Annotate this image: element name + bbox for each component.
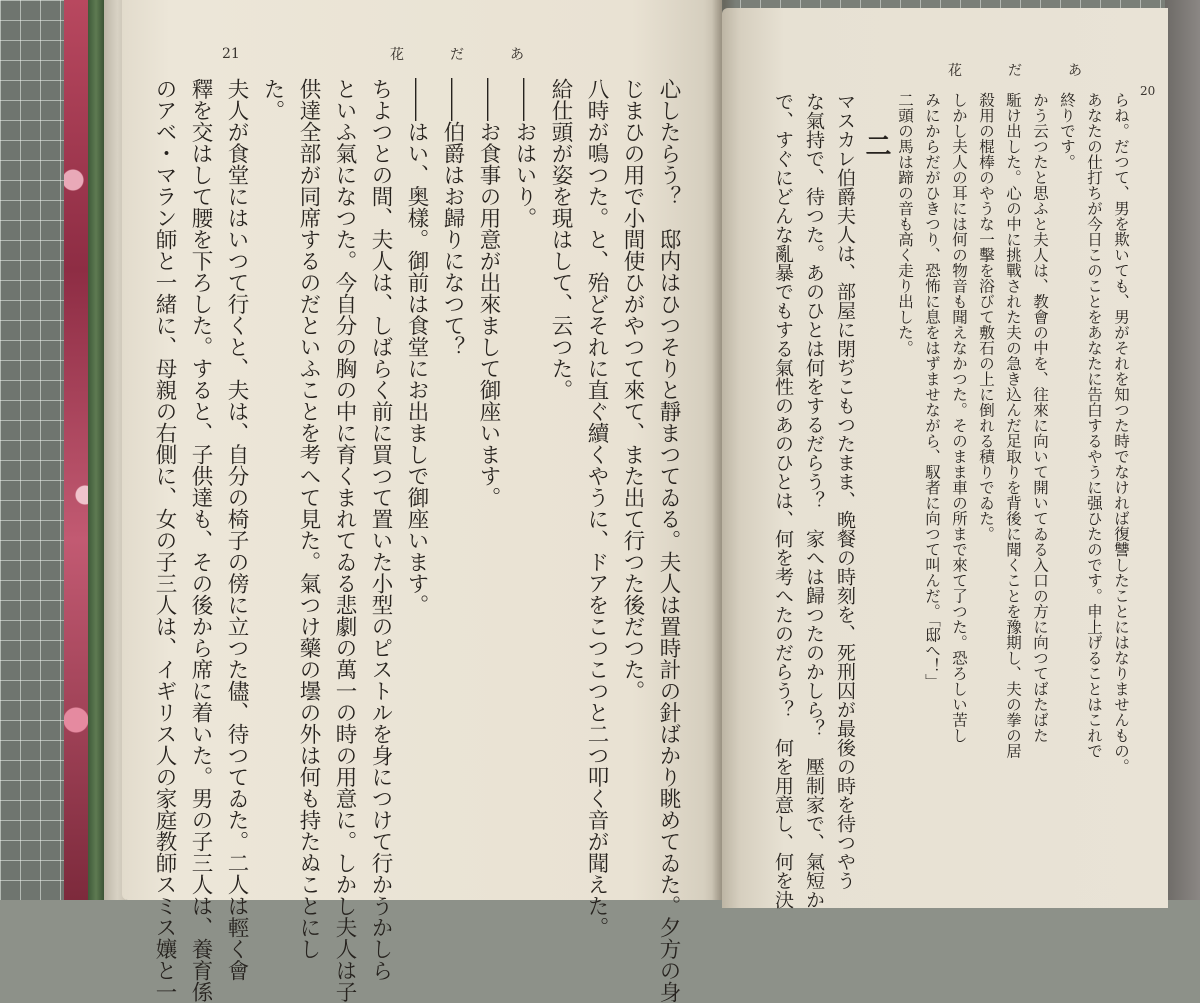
text-column: 八時が鳴つた。と、殆どそれに直ぐ續くやうに、ドアをこつこつと二つ叩く音が聞えた。 [584, 78, 609, 938]
text-column: 夫人が食堂にはいつて行くと、夫は、自分の椅子の傍に立つた儘、待つてゐた。二人は輕く會 [224, 78, 249, 981]
cutting-mat [0, 0, 70, 900]
page-number-right: 20 [1140, 84, 1156, 98]
text-column: 供達全部が同席するのだといふことを考へて見た。氣つけ藥の壜の外は何も持たぬことにし [296, 78, 321, 960]
right-page [722, 8, 1168, 908]
right-page-body [767, 92, 1134, 909]
text-column: らね。だつて、男を欺いても、男がそれを知つた時でなければ復讐したことにはなりませんもの。 [1112, 92, 1130, 774]
text-column: な氣持で、待つた。あのひとは何をするだらう？ 家へは歸つたのかしら？ 壓制家で、氣短か [803, 92, 825, 909]
text-column: 殺用の棍棒のやうな一擊を浴びて敷石の上に倒れる積りでゐた。 [977, 92, 995, 542]
text-column: 心したらう？ 邸内はひつそりと靜まつてゐる。夫人は置時計の針ばかり眺めてゐた。夕方の身 [656, 78, 681, 1003]
left-page-body [146, 78, 686, 1003]
running-title-right: 花だあ [948, 63, 1128, 79]
text-column: ちよつとの間、夫人は、しばらく前に買つて置いた小型のピストルを身につけて行かうかしら [368, 78, 393, 981]
text-column: 二頭の馬は蹄の音も高く走り出した。 [896, 92, 914, 356]
text-column: 給仕頭が姿を現はして、云つた。 [548, 78, 573, 401]
text-column: しかし夫人の耳には何の物音も聞えなかつた。そのまま車の所まで來て了つた。恐ろしい苦し [950, 92, 968, 743]
text-column: 終りです。 [1058, 92, 1076, 170]
left-page [122, 0, 722, 1003]
text-column: ――お食事の用意が出來まして御座います。 [476, 78, 501, 508]
text-column: 駈け出した。心の中に挑戰された夫の急き込んだ足取りを背後に聞くことを豫期し、夫の拳の居 [1004, 92, 1022, 759]
text-column: じまひの用で小間使ひがやつて來て、また出て行つた後だつた。 [620, 78, 645, 702]
running-title-left: 花だあ [390, 47, 570, 63]
text-column: かう云つたと思ふと夫人は、教會の中を、往來に向いて開いてゐる入口の方に向つてばたばた [1031, 92, 1049, 743]
page-number-left: 21 [222, 46, 240, 62]
text-column: ――おはいり。 [512, 78, 537, 229]
text-column: のアベ・マラン師と一緒に、母親の右側に、女の子三人は、イギリス人の家庭教師スミス孃と一 [152, 78, 177, 1003]
text-column: た。 [260, 78, 285, 121]
text-column: マスカレ伯爵夫人は、部屋に閉ぢこもつたまま、晩餐の時刻を、死刑囚が最後の時を待つやう [834, 92, 856, 890]
text-column: 釋を交はして腰を下ろした。すると、子供達も、その後から席に着いた。男の子三人は、養育係 [188, 78, 213, 1003]
book-spine [88, 0, 104, 900]
text-column: あなたの仕打ちが今日このことをあなたに告白するやうに强ひたのです。申上げることはこれで [1085, 92, 1103, 759]
text-column: みにからだがひきつり、恐怖に息をはずませながら、馭者に向つて叫んだ。「邸へ！」 [923, 92, 941, 689]
text-column: といふ氣になつた。今自分の胸の中に育くまれてゐる悲劇の萬一の時の用意に。しかし夫人は子 [332, 78, 357, 1003]
text-column: ――伯爵はお歸りになつて？ [440, 78, 465, 358]
book-back-cover [1165, 0, 1200, 900]
section-heading: 二 [861, 132, 891, 158]
text-column: で、すぐにどんな亂暴でもする氣性のあのひとは、何を考へたのだらう？ 何を用意し、何を決 [772, 92, 794, 909]
text-column: ――はい、奥樣。御前は食堂にお出ましで御座います。 [404, 78, 429, 616]
